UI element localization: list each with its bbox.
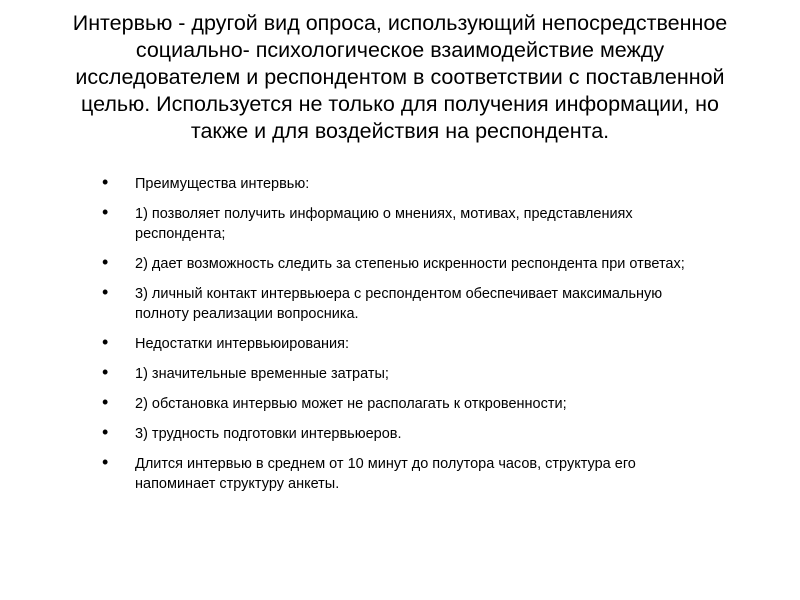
- bullet-icon: •: [102, 392, 109, 412]
- bullet-text: 1) позволяет получить информацию о мнениях, мотивах, представлениях респондента;: [135, 206, 633, 242]
- bullet-icon: •: [102, 452, 109, 472]
- bullet-list: [100, 174, 720, 504]
- bullet-text: 3) трудность подготовки интервьюеров.: [135, 426, 402, 442]
- bullet-text: 2) дает возможность следить за степенью искренности респондента при ответах;: [135, 256, 685, 272]
- bullet-text: Преимущества интервью:: [135, 176, 310, 192]
- list-item: [100, 364, 720, 384]
- bullet-text: 1) значительные временные затраты;: [135, 366, 389, 382]
- bullet-icon: •: [102, 362, 109, 382]
- list-item: [100, 174, 720, 194]
- bullet-text: 2) обстановка интервью может не располагать к откровенности;: [135, 396, 567, 412]
- list-item: [100, 204, 720, 244]
- list-item: [100, 254, 720, 274]
- bullet-icon: •: [102, 252, 109, 272]
- bullet-icon: •: [102, 332, 109, 352]
- list-item: [100, 394, 720, 414]
- list-item: [100, 424, 720, 444]
- bullet-icon: •: [102, 172, 109, 192]
- slide-title: Интервью - другой вид опроса, использующий непосредственное социально- психологическое взаимодействие между исследователем и респондентом в соответствии с поставленной целью. Используется не только для получения информации, но также и для воздействия на респондента.: [72, 11, 728, 143]
- list-item: [100, 284, 720, 324]
- list-item: [100, 334, 720, 354]
- list-item: [100, 454, 720, 494]
- bullet-text: Недостатки интервьюирования:: [135, 336, 349, 352]
- bullet-icon: •: [102, 202, 109, 222]
- bullet-text: 3) личный контакт интервьюера с респондентом обеспечивает максимальную полноту реализации вопросника.: [135, 286, 663, 322]
- bullet-text: Длится интервью в среднем от 10 минут до полутора часов, структура его напоминает структуру анкеты.: [135, 456, 636, 492]
- bullet-icon: •: [102, 282, 109, 302]
- bullet-icon: •: [102, 422, 109, 442]
